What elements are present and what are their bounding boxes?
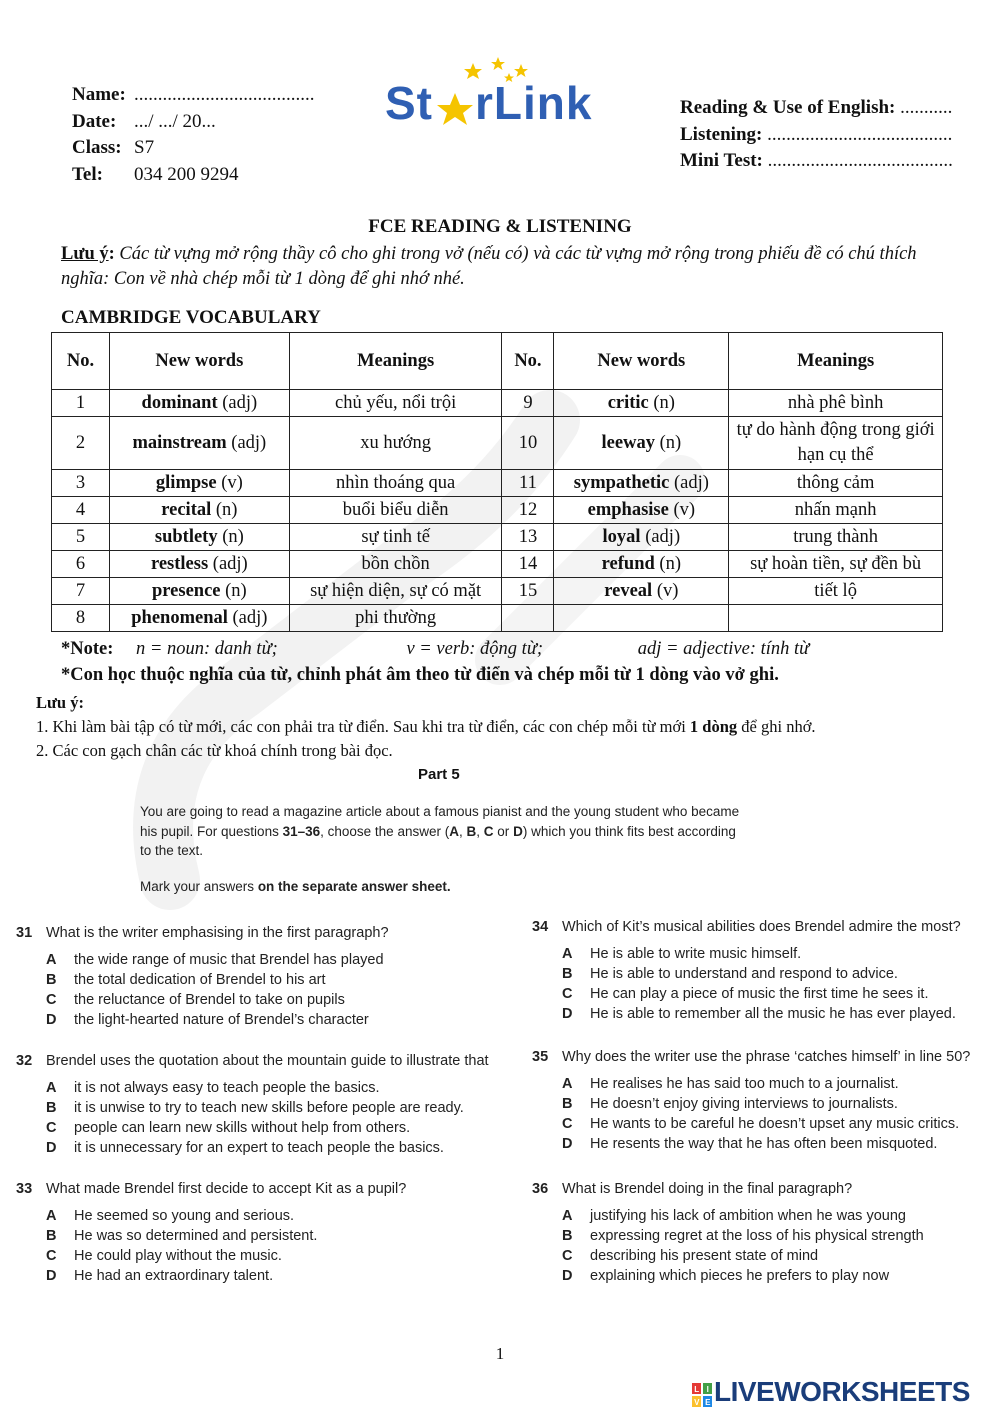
vocab-number: 7 bbox=[52, 578, 110, 605]
question-number: 35 bbox=[532, 1049, 549, 1065]
icon-letter: E bbox=[705, 1397, 710, 1407]
vocab-number: 13 bbox=[502, 524, 554, 551]
option-letter: A bbox=[46, 952, 57, 968]
option-letter: C bbox=[562, 986, 573, 1002]
vocab-word-cell bbox=[554, 578, 729, 605]
part-of-speech: (n) bbox=[653, 393, 675, 413]
option-letter: D bbox=[46, 1140, 57, 1156]
vocab-number: 10 bbox=[502, 417, 554, 470]
vocab-meaning: thông cảm bbox=[729, 470, 943, 497]
vocab-meaning: trung thành bbox=[729, 524, 943, 551]
vocab-word: presence bbox=[152, 581, 221, 601]
col-header: No. bbox=[502, 333, 554, 390]
vocab-meaning: chủ yếu, nổi trội bbox=[289, 390, 502, 417]
answer-option[interactable] bbox=[46, 1266, 516, 1286]
date-field[interactable]: .../ .../ 20... bbox=[134, 110, 216, 132]
vocab-number: 2 bbox=[52, 417, 110, 470]
option-letter: B bbox=[46, 1228, 57, 1244]
intro-c: , bbox=[458, 823, 463, 839]
option-letter: C bbox=[562, 1116, 573, 1132]
option-letter: D bbox=[562, 1136, 573, 1152]
vocab-meaning: nhà phê bình bbox=[729, 390, 943, 417]
mark-a: Mark your answers bbox=[140, 878, 255, 894]
vocab-number: 6 bbox=[52, 551, 110, 578]
part-of-speech: (n) bbox=[222, 527, 244, 547]
vocab-word-cell bbox=[109, 470, 289, 497]
pos-verb: v = verb: động từ; bbox=[406, 639, 544, 659]
answer-option[interactable] bbox=[562, 1074, 992, 1094]
table-row bbox=[52, 417, 943, 470]
vocab-word: loyal bbox=[602, 527, 641, 547]
answer-option[interactable] bbox=[46, 990, 516, 1010]
question-number: 34 bbox=[532, 919, 549, 935]
option-text: He can play a piece of music the first time he sees it. bbox=[590, 986, 929, 1002]
part-of-speech: (adj) bbox=[231, 432, 267, 453]
option-letter: C bbox=[46, 992, 57, 1008]
question-text: What made Brendel first decide to accept Kit as a pupil? bbox=[46, 1181, 407, 1197]
option-letter: A bbox=[46, 1208, 57, 1224]
tel-label: Tel: bbox=[72, 163, 103, 185]
answer-sheet-note bbox=[140, 877, 750, 897]
vocab-meaning: tiết lộ bbox=[729, 578, 943, 605]
name-label: Name: bbox=[72, 84, 126, 105]
vocab-word-cell bbox=[554, 390, 729, 417]
liveworksheets-text: LIVEWORKSHEETS bbox=[714, 1376, 970, 1407]
vocab-meaning: nhấn mạnh bbox=[729, 497, 943, 524]
question-32 bbox=[16, 1050, 516, 1158]
answer-option[interactable] bbox=[46, 1206, 516, 1226]
option-letter: D bbox=[562, 1006, 573, 1022]
intro-A: A bbox=[449, 823, 459, 839]
pos-noun: n = noun: danh từ; bbox=[136, 639, 278, 659]
question-number: 32 bbox=[16, 1053, 33, 1069]
vocab-note bbox=[61, 242, 941, 292]
option-letter: D bbox=[46, 1268, 57, 1284]
date-label: Date: bbox=[72, 110, 117, 132]
listening-score-field[interactable]: ....................................... bbox=[767, 123, 953, 145]
class-value: S7 bbox=[134, 137, 155, 158]
answer-option[interactable] bbox=[562, 1094, 992, 1114]
reading-label: Reading & Use of English: bbox=[680, 97, 896, 118]
question-36 bbox=[532, 1178, 992, 1286]
question-stem bbox=[532, 1046, 992, 1068]
part-of-speech: (n) bbox=[659, 432, 682, 453]
question-stem bbox=[16, 922, 516, 944]
vocab-meaning: sự hiện diện, sự có mặt bbox=[289, 578, 502, 605]
instruction-text bbox=[140, 802, 750, 861]
vocab-word-cell bbox=[554, 551, 729, 578]
part-of-speech: (adj) bbox=[673, 473, 709, 493]
option-text: it is unwise to try to teach new skills before people are ready. bbox=[74, 1100, 464, 1116]
option-letter: A bbox=[46, 1080, 57, 1096]
option-letter: D bbox=[46, 1012, 57, 1028]
answer-option[interactable] bbox=[562, 1206, 992, 1226]
reading-notes bbox=[36, 691, 816, 763]
vocab-number bbox=[502, 605, 554, 632]
col-header: New words bbox=[109, 333, 289, 390]
vocab-word: recital bbox=[161, 500, 212, 520]
liveworksheets-icon bbox=[692, 1382, 712, 1406]
scores bbox=[680, 95, 953, 175]
vocab-number: 8 bbox=[52, 605, 110, 632]
option-text: He is able to write music himself. bbox=[590, 946, 802, 962]
vocab-title: CAMBRIDGE VOCABULARY bbox=[61, 307, 321, 328]
question-35 bbox=[532, 1046, 992, 1154]
student-info bbox=[72, 82, 315, 188]
option-text: explaining which pieces he prefers to play now bbox=[590, 1268, 890, 1284]
vocab-meaning: tự do hành động trong giới hạn cụ thể bbox=[729, 417, 943, 470]
vocab-word-cell bbox=[109, 551, 289, 578]
intro-D: D bbox=[513, 823, 523, 839]
part-of-speech: (adj) bbox=[222, 393, 258, 413]
answer-option[interactable] bbox=[562, 984, 992, 1004]
vocab-meaning: buổi biểu diễn bbox=[289, 497, 502, 524]
option-letter: B bbox=[562, 1228, 573, 1244]
vocab-word: dominant bbox=[141, 393, 218, 413]
vocab-word: subtlety bbox=[154, 527, 218, 547]
part-of-speech: (n) bbox=[225, 581, 247, 601]
answer-option[interactable] bbox=[46, 1138, 516, 1158]
vocab-meaning: bồn chồn bbox=[289, 551, 502, 578]
table-row bbox=[52, 605, 943, 632]
icon-letter: I bbox=[706, 1384, 709, 1394]
answer-option[interactable] bbox=[562, 1246, 992, 1266]
page-number: 1 bbox=[495, 1344, 505, 1363]
question-number: 33 bbox=[16, 1181, 33, 1197]
vocab-word: refund bbox=[601, 554, 655, 574]
vocab-meaning: sự hoàn tiền, sự đền bù bbox=[729, 551, 943, 578]
name-field[interactable]: ...................................... bbox=[134, 84, 315, 105]
pos-note-label: *Note: bbox=[61, 639, 114, 659]
part-instructions bbox=[140, 802, 750, 896]
vocab-meaning: nhìn thoáng qua bbox=[289, 470, 502, 497]
vocab-meaning: xu hướng bbox=[289, 417, 502, 470]
vocab-meaning: sự tinh tế bbox=[289, 524, 502, 551]
note-1-end: để ghi nhớ. bbox=[741, 717, 816, 736]
option-text: describing his present state of mind bbox=[590, 1248, 819, 1264]
question-text: Why does the writer use the phrase ‘catches himself’ in line 50? bbox=[562, 1049, 971, 1065]
option-letter: D bbox=[562, 1268, 573, 1284]
intro-C: C bbox=[483, 823, 494, 839]
starlink-logo bbox=[385, 55, 615, 130]
intro-B: B bbox=[466, 823, 477, 839]
svg-text:rLink: rLink bbox=[475, 77, 593, 129]
answer-option[interactable] bbox=[562, 1004, 992, 1024]
pos-adj: adj = adjective: tính từ bbox=[637, 639, 810, 659]
option-text: He was so determined and persistent. bbox=[74, 1228, 318, 1244]
question-stem bbox=[532, 1178, 992, 1200]
liveworksheets-brand bbox=[692, 1376, 970, 1408]
vocab-word-cell bbox=[554, 470, 729, 497]
question-text: What is Brendel doing in the final paragraph? bbox=[562, 1181, 853, 1197]
answer-option[interactable] bbox=[46, 1098, 516, 1118]
option-text: justifying his lack of ambition when he was young bbox=[590, 1208, 906, 1224]
answer-option[interactable] bbox=[46, 1118, 516, 1138]
reading-note-1 bbox=[36, 715, 816, 739]
answer-option[interactable] bbox=[562, 944, 992, 964]
question-text: What is the writer emphasising in the first paragraph? bbox=[46, 925, 389, 941]
question-number: 36 bbox=[532, 1181, 549, 1197]
answer-option[interactable] bbox=[562, 1266, 992, 1286]
vocab-word: restless bbox=[150, 554, 209, 574]
vocab-number: 14 bbox=[502, 551, 554, 578]
mark-b: on the separate answer sheet. bbox=[257, 878, 451, 894]
vocab-number: 1 bbox=[52, 390, 110, 417]
table-row bbox=[52, 578, 943, 605]
part-of-speech: (n) bbox=[659, 554, 681, 574]
col-header: No. bbox=[52, 333, 110, 390]
option-text: people can learn new skills without help from others. bbox=[74, 1120, 411, 1136]
col-header: Meanings bbox=[729, 333, 943, 390]
svg-text:St: St bbox=[385, 77, 433, 129]
page-title: FCE READING & LISTENING bbox=[368, 216, 632, 237]
option-text: the total dedication of Brendel to his art bbox=[74, 972, 326, 988]
note-1-text: 1. Khi làm bài tập có từ mới, các con phải tra từ điển. Sau khi tra từ điển, các con chép mỗi từ mới bbox=[36, 717, 686, 736]
vocab-word-cell bbox=[109, 605, 289, 632]
option-text: He seemed so young and serious. bbox=[74, 1208, 295, 1224]
option-text: it is unnecessary for an expert to teach people the basics. bbox=[74, 1140, 444, 1156]
table-row bbox=[52, 497, 943, 524]
icon-letter: L bbox=[694, 1384, 699, 1394]
vocab-word: sympathetic bbox=[573, 473, 670, 493]
option-text: He wants to be careful he doesn’t upset any music critics. bbox=[590, 1116, 960, 1132]
option-text: He realises he has said too much to a journalist. bbox=[590, 1076, 899, 1092]
vocab-word-cell bbox=[554, 605, 729, 632]
answer-option[interactable] bbox=[562, 1114, 992, 1134]
vocab-meaning bbox=[729, 605, 943, 632]
answer-option[interactable] bbox=[46, 1226, 516, 1246]
note-label: Lưu ý bbox=[61, 244, 109, 264]
option-text: He resents the way that he has often been misquoted. bbox=[590, 1136, 938, 1152]
option-text: He doesn’t enjoy giving interviews to journalists. bbox=[590, 1096, 898, 1112]
option-letter: A bbox=[562, 946, 573, 962]
option-text: the wide range of music that Brendel has played bbox=[74, 952, 384, 968]
icon-letter: V bbox=[694, 1397, 699, 1407]
table-row bbox=[52, 390, 943, 417]
vocab-word: critic bbox=[607, 393, 649, 413]
minitest-label: Mini Test: bbox=[680, 150, 763, 171]
vocab-word-cell bbox=[554, 524, 729, 551]
intro-e: or bbox=[497, 823, 510, 839]
option-text: He is able to remember all the music he has ever played. bbox=[590, 1006, 956, 1022]
reading-notes-heading: Lưu ý: bbox=[36, 693, 84, 712]
intro-a: You are going to read a magazine article about a famous pianist and the young student who became his pupil. For questions bbox=[140, 804, 740, 839]
option-text: it is not always easy to teach people the basics. bbox=[74, 1080, 380, 1096]
intro-f: ) which you think fits best according to the text. bbox=[140, 823, 736, 858]
vocab-word-cell bbox=[109, 390, 289, 417]
part-of-speech: (v) bbox=[673, 500, 696, 520]
question-text: Which of Kit’s musical abilities does Brendel admire the most? bbox=[562, 919, 961, 935]
vocab-word-cell bbox=[109, 417, 289, 470]
vocab-word-cell bbox=[109, 578, 289, 605]
minitest-score-field[interactable]: ....................................... bbox=[767, 150, 953, 171]
option-letter: A bbox=[562, 1208, 573, 1224]
vocab-meaning: phi thường bbox=[289, 605, 502, 632]
tel-value: 034 200 9294 bbox=[134, 163, 239, 185]
col-header: Meanings bbox=[289, 333, 502, 390]
vocab-number: 3 bbox=[52, 470, 110, 497]
answer-option[interactable] bbox=[562, 964, 992, 984]
option-letter: B bbox=[562, 966, 573, 982]
part-of-speech: (adj) bbox=[232, 608, 268, 628]
option-letter: B bbox=[562, 1096, 573, 1112]
part-of-speech: (adj) bbox=[212, 554, 248, 574]
vocab-number: 5 bbox=[52, 524, 110, 551]
table-row bbox=[52, 470, 943, 497]
option-text: the reluctance of Brendel to take on pupils bbox=[74, 992, 345, 1008]
answer-option[interactable] bbox=[46, 1246, 516, 1266]
col-header: New words bbox=[554, 333, 729, 390]
question-34 bbox=[532, 916, 992, 1024]
table-row bbox=[52, 551, 943, 578]
vocab-word-cell bbox=[554, 497, 729, 524]
option-text: He had an extraordinary talent. bbox=[74, 1268, 274, 1284]
vocab-word: phenomenal bbox=[131, 608, 228, 628]
question-stem bbox=[16, 1178, 516, 1200]
vocab-word-cell bbox=[109, 497, 289, 524]
question-number: 31 bbox=[16, 925, 33, 941]
table-row bbox=[52, 524, 943, 551]
vocab-number: 9 bbox=[502, 390, 554, 417]
vocab-word-cell bbox=[109, 524, 289, 551]
option-letter: B bbox=[46, 972, 57, 988]
intro-b: , choose the answer ( bbox=[320, 823, 450, 839]
reading-score-field[interactable]: ........... bbox=[900, 97, 953, 118]
answer-option[interactable] bbox=[46, 1010, 516, 1030]
option-text: the light-hearted nature of Brendel’s character bbox=[74, 1012, 369, 1028]
answer-option[interactable] bbox=[562, 1226, 992, 1246]
option-letter: C bbox=[46, 1120, 57, 1136]
option-letter: C bbox=[562, 1248, 573, 1264]
intro-range: 31–36 bbox=[282, 823, 321, 839]
reading-note-2: 2. Các con gạch chân các từ khoá chính trong bài đọc. bbox=[36, 741, 393, 760]
vocab-table bbox=[51, 332, 943, 632]
option-letter: A bbox=[562, 1076, 573, 1092]
note-text: Các từ vựng mở rộng thầy cô cho ghi trong vở (nếu có) và các từ vựng mở rộng trong phiếu đề có chú thích nghĩa: Con về nhà chép mỗi từ 1 dòng để ghi nhớ nhé. bbox=[61, 244, 917, 289]
study-instruction: *Con học thuộc nghĩa của từ, chỉnh phát âm theo từ điển và chép mỗi từ 1 dòng vào vở ghi. bbox=[61, 665, 779, 685]
part-of-speech: (v) bbox=[656, 581, 679, 601]
answer-option[interactable] bbox=[46, 1078, 516, 1098]
answer-option[interactable] bbox=[46, 950, 516, 970]
part-of-speech: (n) bbox=[215, 500, 238, 520]
question-stem bbox=[16, 1050, 516, 1072]
vocab-number: 11 bbox=[502, 470, 554, 497]
question-text: Brendel uses the quotation about the mountain guide to illustrate that bbox=[46, 1053, 489, 1069]
part-of-speech: (v) bbox=[221, 473, 243, 493]
table-header-row bbox=[52, 333, 943, 390]
question-33 bbox=[16, 1178, 516, 1286]
question-31 bbox=[16, 922, 516, 1030]
option-letter: B bbox=[46, 1100, 57, 1116]
answer-option[interactable] bbox=[562, 1134, 992, 1154]
pos-note bbox=[61, 639, 809, 660]
vocab-word: mainstream bbox=[132, 432, 227, 453]
option-text: He is able to understand and respond to advice. bbox=[590, 966, 898, 982]
vocab-word: reveal bbox=[604, 581, 653, 601]
vocab-number: 4 bbox=[52, 497, 110, 524]
vocab-number: 15 bbox=[502, 578, 554, 605]
option-text: He could play without the music. bbox=[74, 1248, 282, 1264]
option-text: expressing regret at the loss of his physical strength bbox=[590, 1228, 924, 1244]
vocab-word: glimpse bbox=[155, 473, 217, 493]
question-stem bbox=[532, 916, 992, 938]
vocab-word: emphasise bbox=[587, 500, 669, 520]
option-letter: C bbox=[46, 1248, 57, 1264]
part-of-speech: (adj) bbox=[645, 527, 681, 547]
vocab-word-cell bbox=[554, 417, 729, 470]
note-1-bold: 1 dòng bbox=[689, 717, 738, 736]
vocab-number: 12 bbox=[502, 497, 554, 524]
listening-label: Listening: bbox=[680, 123, 763, 145]
part-title: Part 5 bbox=[418, 766, 460, 783]
class-label: Class: bbox=[72, 137, 122, 158]
note-colon: : bbox=[108, 244, 115, 264]
answer-option[interactable] bbox=[46, 970, 516, 990]
vocab-word: leeway bbox=[601, 432, 655, 453]
intro-d: , bbox=[476, 823, 481, 839]
